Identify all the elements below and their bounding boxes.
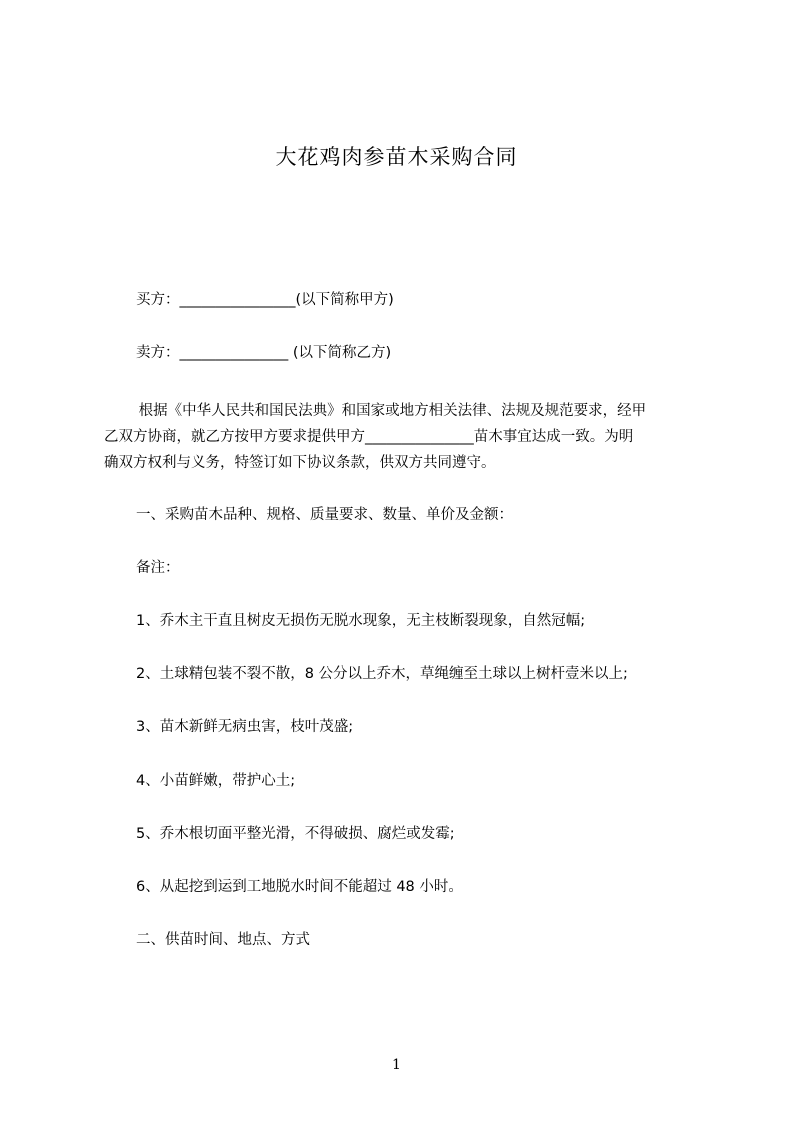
intro-paragraph	[104, 398, 704, 476]
buyer-line: 买方：________________(以下简称甲方)	[136, 292, 394, 308]
remark-item-6: 6、从起挖到运到工地脱水时间不能超过 48 小时。	[136, 879, 463, 895]
intro-line-1: 根据《中华人民共和国民法典》和国家或地方相关法律、法规及规范要求，经甲	[134, 403, 647, 419]
remarks-label: 备注：	[136, 560, 180, 576]
intro-line-3: 确双方权利与义务，特签订如下协议条款，供双方共同遵守。	[104, 455, 496, 471]
remark-item-3: 3、苗木新鲜无病虫害，枝叶茂盛;	[136, 719, 354, 735]
section-1-heading: 一、采购苗木品种、规格、质量要求、数量、单价及金额：	[136, 507, 513, 523]
document-title: 大花鸡肉参苗木采购合同	[275, 145, 518, 169]
seller-line: 卖方：_______________ (以下简称乙方)	[136, 345, 392, 361]
remark-item-4: 4、小苗鲜嫩，带护心土;	[136, 773, 296, 789]
page-number: 1	[392, 1057, 401, 1073]
remark-item-5: 5、乔木根切面平整光滑，不得破损、腐烂或发霉;	[136, 826, 455, 842]
remark-item-2: 2、土球精包装不裂不散，8 公分以上乔木，草绳缠至土球以上树杆壹米以上;	[136, 666, 628, 682]
remark-item-1: 1、乔木主干直且树皮无损伤无脱水现象，无主枝断裂现象，自然冠幅;	[136, 613, 586, 629]
section-2-heading: 二、供苗时间、地点、方式	[136, 932, 310, 948]
intro-line-2: 乙双方协商，就乙方按甲方要求提供甲方_______________苗木事宜达成一致。为明	[104, 429, 634, 445]
